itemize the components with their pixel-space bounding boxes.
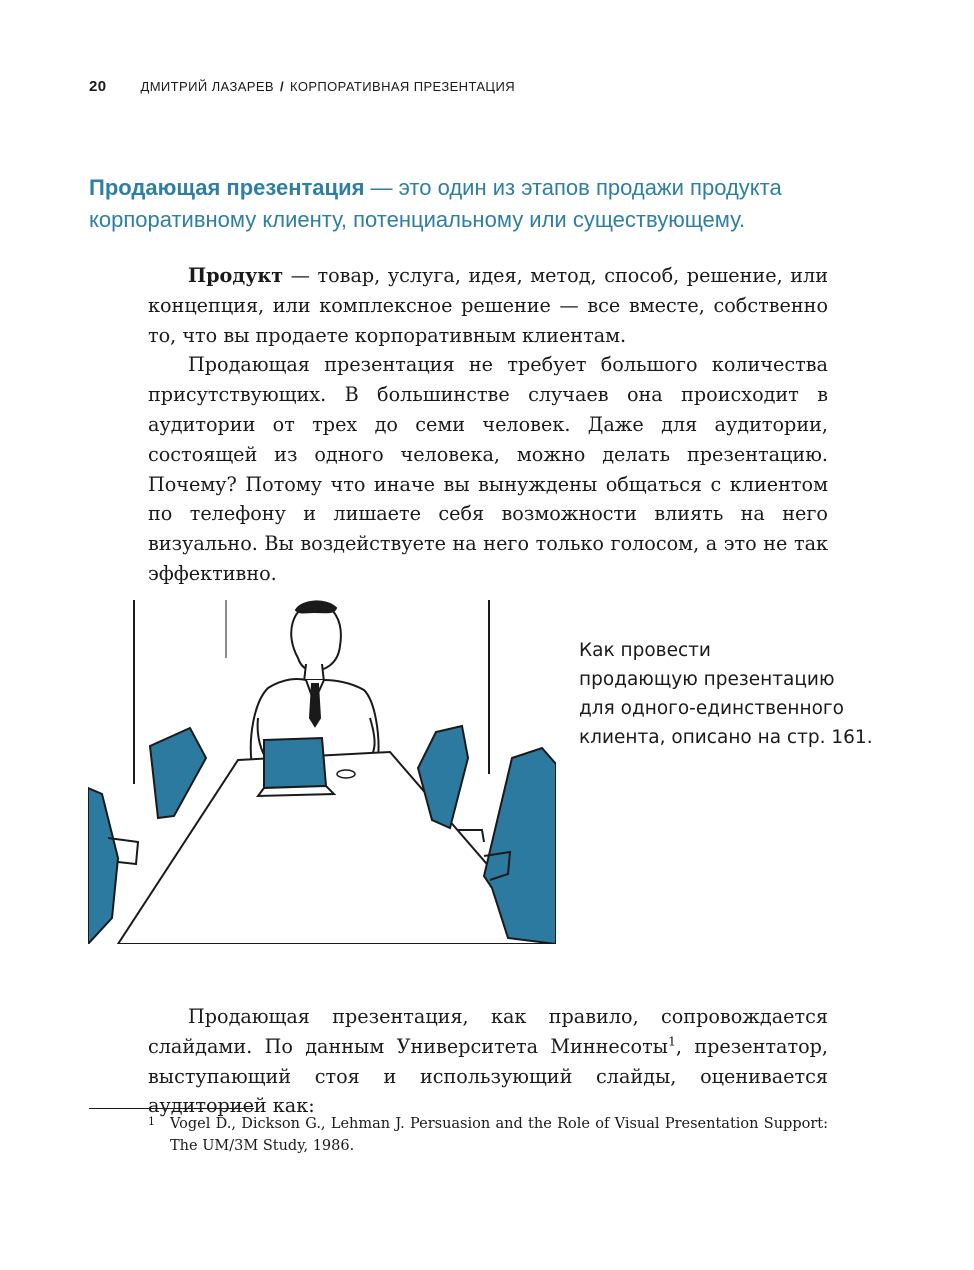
sidenote-line: клиента, описано на стр. 161. bbox=[579, 727, 873, 748]
sidenote-line: Как провести bbox=[579, 640, 711, 661]
lead-text: — это один из этапов продажи продукта корпоративному клиенту, потенциальному или существующему. bbox=[89, 175, 782, 232]
body-block-1 bbox=[148, 261, 828, 589]
sidenote bbox=[579, 636, 899, 752]
running-head bbox=[89, 78, 515, 95]
book-title: КОРПОРАТИВНАЯ ПРЕЗЕНТАЦИЯ bbox=[290, 79, 515, 94]
laptop-screen bbox=[264, 738, 326, 788]
body-block-2 bbox=[148, 1002, 828, 1121]
footnote-reference[interactable]: 1 bbox=[667, 1033, 676, 1049]
sidenote-line: продающую презентацию bbox=[579, 669, 835, 690]
paragraph-slides bbox=[148, 1002, 828, 1121]
footnote bbox=[148, 1113, 828, 1157]
header-separator: / bbox=[279, 79, 284, 94]
head bbox=[291, 604, 341, 670]
sidenote-line: для одного-единственного bbox=[579, 698, 844, 719]
paragraph-bold-term: Продукт bbox=[188, 264, 284, 287]
tie bbox=[310, 684, 320, 726]
laptop-base bbox=[258, 786, 334, 796]
cup bbox=[337, 770, 355, 778]
lead-term: Продающая презентация bbox=[89, 175, 365, 200]
paragraph-text: — товар, услуга, идея, метод, способ, решение, или концепция, или комплексное решение — все вместе, собственно то, что вы продаете корпоративным клиентам. bbox=[148, 264, 828, 347]
paragraph-audience bbox=[148, 350, 828, 588]
footnote-mark: 1 bbox=[148, 1115, 155, 1128]
paragraph-text: Продающая презентация, как правило, сопровождается слайдами. По данным Университета Миннесоты bbox=[148, 1005, 828, 1058]
paragraph-text: , презентатор, выступающий стоя и использующий слайды, оценивается аудиторией как: bbox=[148, 1034, 828, 1118]
chair-left-back bbox=[150, 728, 206, 818]
author-name: ДМИТРИЙ ЛАЗАРЕВ bbox=[140, 79, 274, 94]
footnote-divider bbox=[89, 1108, 254, 1109]
paragraph-text: Продающая презентация не требует большого количества присутствующих. В большинстве случаев она происходит в аудитории от трех до семи человек. Даже для аудитории, состоящей из одного человека, можно делать презентацию. Почему? Потому что иначе вы вынуждены общаться с клиентом по телефону и лишаете себя возможности влиять на него визуально. Вы воздействуете на него только голосом, а это не так эффективно. bbox=[148, 353, 828, 585]
meeting-room-drawing bbox=[88, 598, 556, 944]
footnote-text: Vogel D., Dickson G., Lehman J. Persuasion and the Role of Visual Presentation Support: The UM/3M Study, 1986. bbox=[170, 1116, 828, 1154]
paragraph-product bbox=[148, 261, 828, 350]
lead-definition bbox=[89, 172, 834, 236]
meeting-illustration bbox=[88, 598, 556, 944]
chair-left-front bbox=[88, 788, 118, 944]
page-number: 20 bbox=[89, 78, 107, 95]
